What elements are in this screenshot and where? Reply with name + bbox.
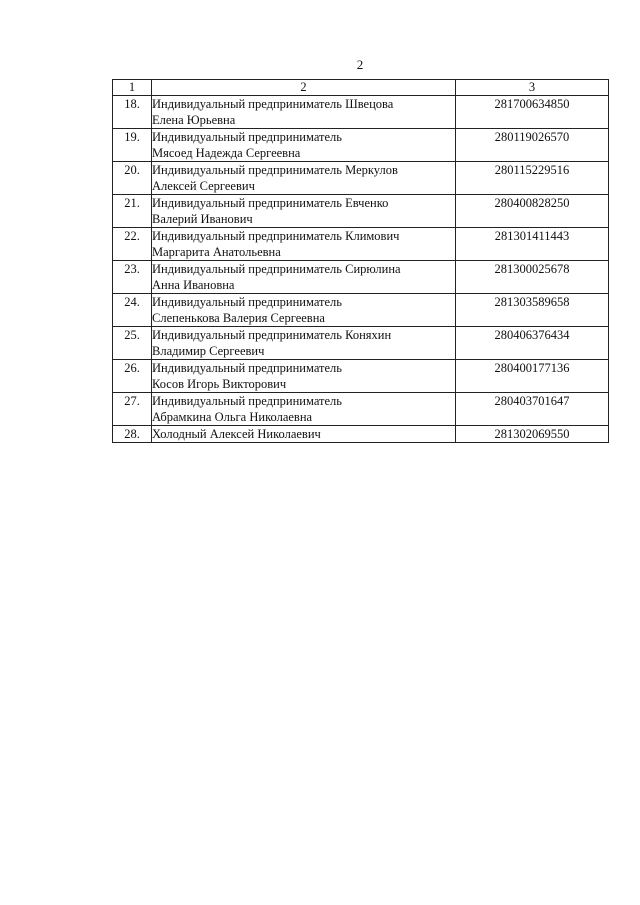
- table-row: [113, 294, 609, 327]
- row-name-line2: Алексей Сергеевич: [152, 179, 255, 193]
- row-name-line1: Индивидуальный предприниматель: [152, 295, 342, 309]
- row-number: 19.: [113, 129, 152, 162]
- table-row: [113, 129, 609, 162]
- row-inn: 281303589658: [456, 294, 609, 327]
- row-name: [152, 294, 456, 327]
- row-name-line2: Елена Юрьевна: [152, 113, 236, 127]
- row-name-line2: Слепенькова Валерия Сергеевна: [152, 311, 325, 325]
- row-name: [152, 261, 456, 294]
- row-number: 24.: [113, 294, 152, 327]
- row-name-line1: Индивидуальный предприниматель: [152, 361, 342, 375]
- row-number: 22.: [113, 228, 152, 261]
- table-row: [113, 195, 609, 228]
- row-name: [152, 129, 456, 162]
- column-header-inn: 3: [456, 80, 609, 96]
- table-header: [113, 80, 609, 96]
- row-name-line1: Индивидуальный предприниматель: [152, 130, 342, 144]
- row-name: [152, 195, 456, 228]
- row-inn: 281302069550: [456, 426, 609, 443]
- row-number: 18.: [113, 96, 152, 129]
- row-name-line2: Абрамкина Ольга Николаевна: [152, 410, 313, 424]
- row-name: [152, 393, 456, 426]
- row-inn: 281700634850: [456, 96, 609, 129]
- row-inn: 281301411443: [456, 228, 609, 261]
- row-name-line1: Индивидуальный предприниматель Швецова: [152, 97, 394, 111]
- row-inn: 280403701647: [456, 393, 609, 426]
- table-row: [113, 360, 609, 393]
- row-name-line2: Мясоед Надежда Сергеевна: [152, 146, 301, 160]
- row-name-line2: Владимир Сергеевич: [152, 344, 265, 358]
- row-name: [152, 327, 456, 360]
- row-name: [152, 360, 456, 393]
- row-number: 26.: [113, 360, 152, 393]
- table-row: [113, 162, 609, 195]
- row-name-line1: Индивидуальный предприниматель: [152, 394, 342, 408]
- table-row: [113, 261, 609, 294]
- page-number: 2: [356, 57, 364, 72]
- table-row: [113, 228, 609, 261]
- row-number: 27.: [113, 393, 152, 426]
- row-inn: 280119026570: [456, 129, 609, 162]
- row-name-line2: Косов Игорь Викторович: [152, 377, 287, 391]
- table-row: [113, 426, 609, 443]
- table-row: [113, 96, 609, 129]
- row-name-line2: Анна Ивановна: [152, 278, 235, 292]
- row-inn: 280400828250: [456, 195, 609, 228]
- row-number: 28.: [113, 426, 152, 443]
- row-number: 25.: [113, 327, 152, 360]
- row-name: [152, 228, 456, 261]
- column-header-number: 1: [113, 80, 152, 96]
- row-name: [152, 96, 456, 129]
- row-inn: 281300025678: [456, 261, 609, 294]
- row-name-line1: Индивидуальный предприниматель Климович: [152, 229, 400, 243]
- row-inn: 280406376434: [456, 327, 609, 360]
- row-inn: 280115229516: [456, 162, 609, 195]
- header-row: [113, 80, 609, 96]
- row-name-line1: Индивидуальный предприниматель Меркулов: [152, 163, 398, 177]
- row-name: [152, 162, 456, 195]
- entrepreneur-table: [112, 79, 609, 443]
- row-number: 20.: [113, 162, 152, 195]
- table-row: [113, 393, 609, 426]
- row-name: [152, 426, 456, 443]
- row-name-line1: Индивидуальный предприниматель Коняхин: [152, 328, 392, 342]
- row-number: 21.: [113, 195, 152, 228]
- row-inn: 280400177136: [456, 360, 609, 393]
- row-name-line2: Валерий Иванович: [152, 212, 253, 226]
- row-number: 23.: [113, 261, 152, 294]
- row-name-line1: Индивидуальный предприниматель Евченко: [152, 196, 389, 210]
- row-name-line2: Маргарита Анатольевна: [152, 245, 281, 259]
- table-body: [113, 96, 609, 443]
- column-header-name: 2: [152, 80, 456, 96]
- row-name-line1: Холодный Алексей Николаевич: [152, 427, 321, 441]
- table-row: [113, 327, 609, 360]
- row-name-line1: Индивидуальный предприниматель Сирюлина: [152, 262, 401, 276]
